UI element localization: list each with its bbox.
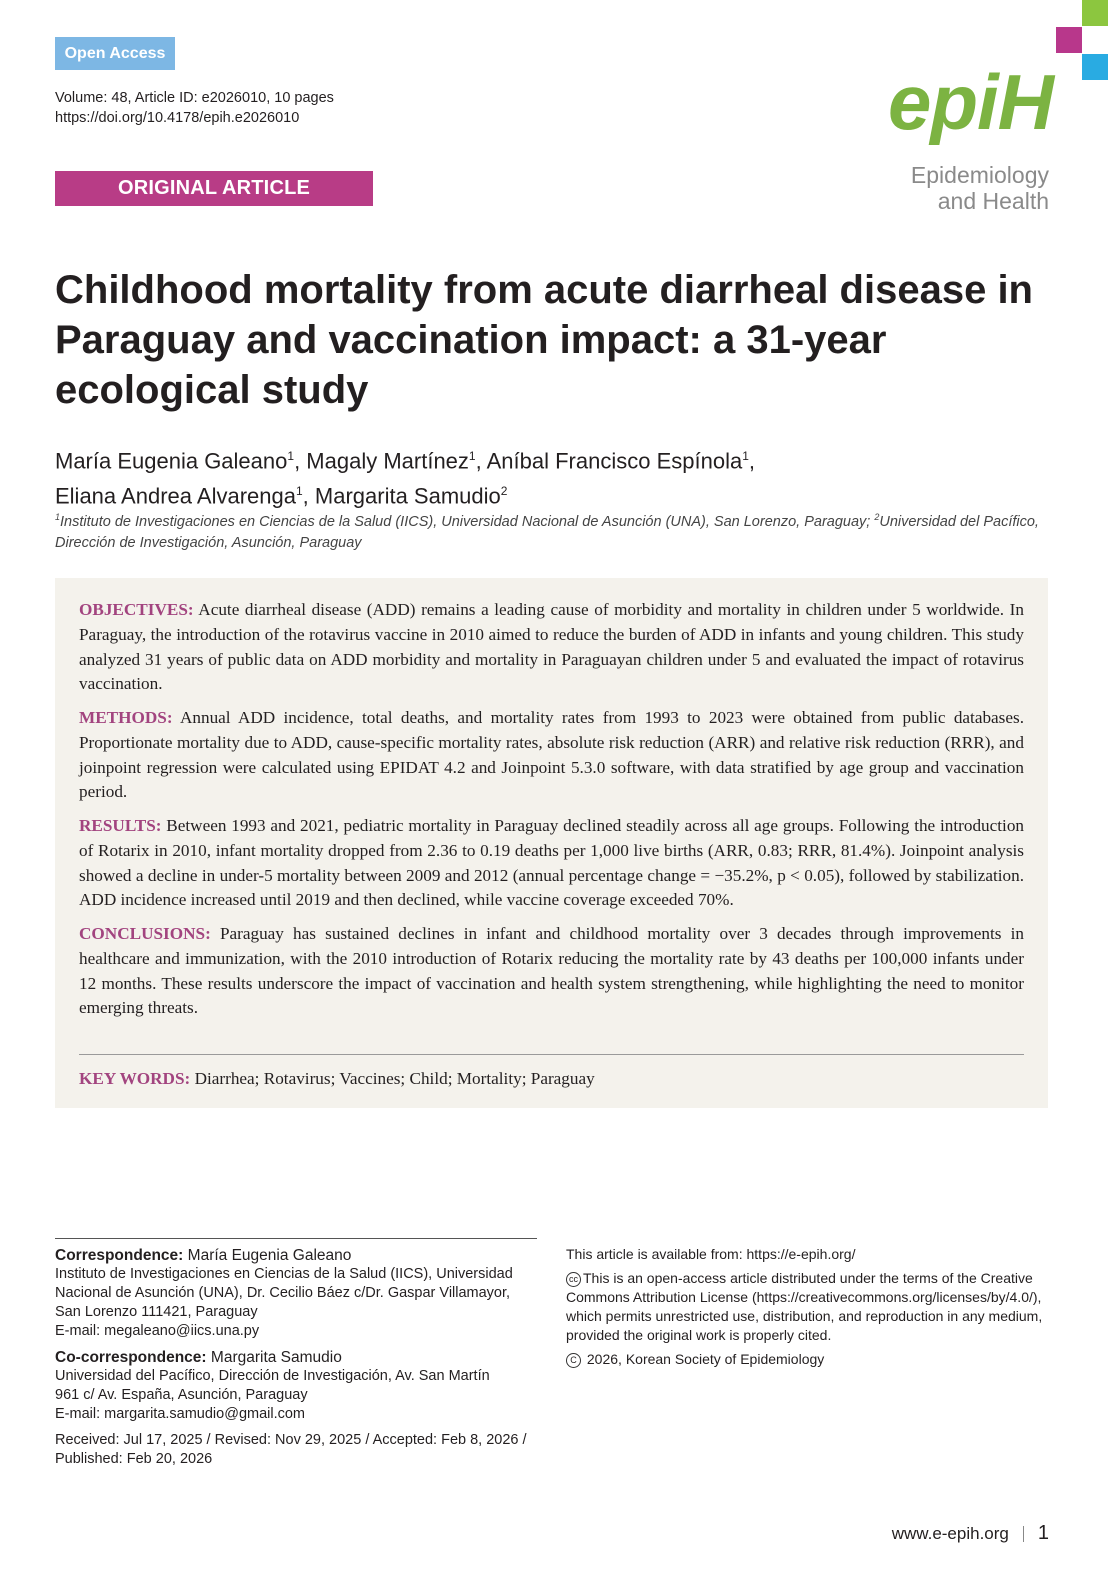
conclusions-text: Paraguay has sustained declines in infant and childhood mortality over 3 decades through improvements in healthcare and immunization, with the 2010 introduction of Rotarix reducing the mortality rate by 43 deaths per 100,000 infants under 12 months. These results underscore the impact of vaccination and health system strengthening, while highlighting the need to monitor emerging threats. [79,924,1024,1018]
keywords-label: KEY WORDS: [79,1069,191,1088]
author-name: Magaly Martínez [306,448,469,474]
affiliation-2: Universidad del Pacífico, Dirección de Investigación, Asunción, Paraguay [55,513,1039,551]
affiliations [55,507,1045,554]
logo-square-blue [1082,54,1108,80]
journal-url[interactable]: www.e-epih.org [891,1523,1009,1543]
objectives-label: OBJECTIVES: [79,600,194,619]
copyright-text: 2026, Korean Society of Epidemiology [586,1351,825,1367]
methods-text: Annual ADD incidence, total deaths, and mortality rates from 1993 to 2023 were obtained from public databases. Proportionate mortality due to ADD, cause-specific mortality rates, absolute risk reduction (ARR) and relative risk reduction (RRR), and joinpoint regression were calculated using EPIDAT 4.2 and Joinpoint 5.3.0 software, with data stratified by age group and vaccination period. [79,708,1024,802]
doi-link[interactable]: https://doi.org/10.4178/epih.e2026010 [55,110,300,126]
creative-commons-icon: cc [566,1272,581,1287]
license-text [566,1269,1051,1345]
correspondence-line: Instituto de Investigaciones en Ciencias de la Salud (IICS), Universidad [55,1266,513,1282]
conclusions-label: CONCLUSIONS: [79,924,211,943]
correspondence-line: Nacional de Asunción (UNA), Dr. Cecilio Báez c/Dr. Gaspar Villamayor, [55,1285,511,1301]
co-correspondence-line: 961 c/ Av. España, Asunción, Paraguay [55,1387,308,1403]
abstract-objectives [79,598,1024,697]
correspondence-email[interactable]: E-mail: megaleano@iics.una.py [55,1323,260,1339]
article-type-banner: ORIGINAL ARTICLE [55,171,373,206]
open-access-badge: Open Access [55,37,175,70]
article-title: Childhood mortality from acute diarrheal disease in Paraguay and vaccination impact: a 31-year ecological study [55,268,1033,412]
correspondence-line: San Lorenzo 111421, Paraguay [55,1304,258,1320]
author-name: Aníbal Francisco Espínola [486,448,743,474]
copyright-icon: C [566,1353,581,1368]
license-line: provided the original work is properly cited. [566,1327,832,1343]
correspondence-block [55,1246,545,1469]
results-text: Between 1993 and 2021, pediatric mortality in Paraguay declined steadily across all age groups. Following the introduction of Rotarix in 2010, infant mortality dropped from 2.36 to 0.19 deaths per 1,000 live births (ARR, 0.83; RRR, 81.4%). Joinpoint analysis showed a decline in under-5 mortality between 2009 and 2012 (annual percentage change = −35.2%, p < 0.05), followed by stabilization. ADD incidence increased until 2019 and then declined, while vaccine coverage exceeded 70%. [79,816,1025,910]
license-line: This is an open-access article distributed under the terms of the Creative [583,1270,1033,1286]
abstract-results [79,814,1024,913]
author-name: Eliana Andrea Alvarenga [55,483,296,509]
footer-separator [1023,1526,1024,1542]
author-affil-sup: 1 [295,484,303,499]
co-correspondence-heading [55,1348,545,1367]
volume-line: Volume: 48, Article ID: e2026010, 10 pages [55,90,334,106]
affil-sup: 2 [874,512,880,522]
author-affil-sup: 1 [287,449,295,463]
copyright-line [566,1350,1051,1369]
co-correspondence-email[interactable]: E-mail: margarita.samudio@gmail.com [55,1406,306,1422]
page-footer [892,1522,1049,1545]
abstract-methods [79,706,1024,805]
co-correspondence-name: Margarita Samudio [210,1349,342,1366]
license-line: which permits unrestricted use, distribution, and reproduction in any medium, [566,1308,1043,1324]
methods-label: METHODS: [79,708,173,727]
journal-name [911,162,1049,214]
page-number: 1 [1037,1522,1049,1544]
abstract-divider [79,1054,1024,1055]
dates-line: Published: Feb 20, 2026 [55,1451,213,1467]
correspondence-name: María Eugenia Galeano [187,1247,352,1264]
abstract-box [55,578,1048,1108]
logo-square-magenta [1056,27,1082,53]
results-label: RESULTS: [79,816,162,835]
license-line: Commons Attribution License (https://creativecommons.org/licenses/by/4.0/), [566,1289,1042,1305]
author-affil-sup: 2 [500,484,508,499]
journal-name-line2: and Health [937,188,1049,214]
author-list: María Eugenia Galeano$^1$, Magaly Martínez$^1$, Aníbal Francisco Espínola$^1$, Eliana Andrea Alvarenga$^1$, Margarita Samudio$^2$ [55,448,756,509]
article-meta [55,88,334,128]
abstract-keywords [79,1067,1024,1092]
author-affil-sup: 1 [468,449,476,463]
author-name: Margarita Samudio [314,483,501,509]
logo-square-green [1082,0,1108,26]
correspondence-label: Correspondence: [55,1247,184,1264]
dates-line: Received: Jul 17, 2025 / Revised: Nov 29, 2025 / Accepted: Feb 8, 2026 / [55,1432,527,1448]
author-affil-sup: 1 [742,449,749,463]
footnote-divider [55,1238,537,1239]
availability-line[interactable]: This article is available from: https://e-epih.org/ [566,1246,856,1262]
journal-name-line1: Epidemiology [910,162,1049,188]
co-correspondence-label: Co-correspondence: [55,1349,207,1366]
keywords-text: Diarrhea; Rotavirus; Vaccines; Child; Mortality; Paraguay [194,1069,595,1088]
affil-sup: 1 [55,512,61,522]
author-name: María Eugenia Galeano [55,448,288,474]
license-block [566,1245,1051,1369]
objectives-text: Acute diarrheal disease (ADD) remains a leading cause of morbidity and mortality in children under 5 worldwide. In Paraguay, the introduction of the rotavirus vaccine in 2010 aimed to reduce the burden of ADD in infants and young children. This study analyzed 31 years of public data on ADD morbidity and mortality in Paraguayan children under 5 and evaluated the impact of rotavirus vaccination. [79,600,1025,694]
journal-logo: epiH [887,58,1053,146]
abstract-conclusions [79,922,1024,1021]
affiliation-1: Instituto de Investigaciones en Ciencias de la Salud (IICS), Universidad Nacional de Asunción (UNA), San Lorenzo, Paraguay; [60,513,875,530]
correspondence-heading [55,1246,545,1265]
co-correspondence-line: Universidad del Pacífico, Dirección de Investigación, Av. San Martín [55,1368,490,1384]
